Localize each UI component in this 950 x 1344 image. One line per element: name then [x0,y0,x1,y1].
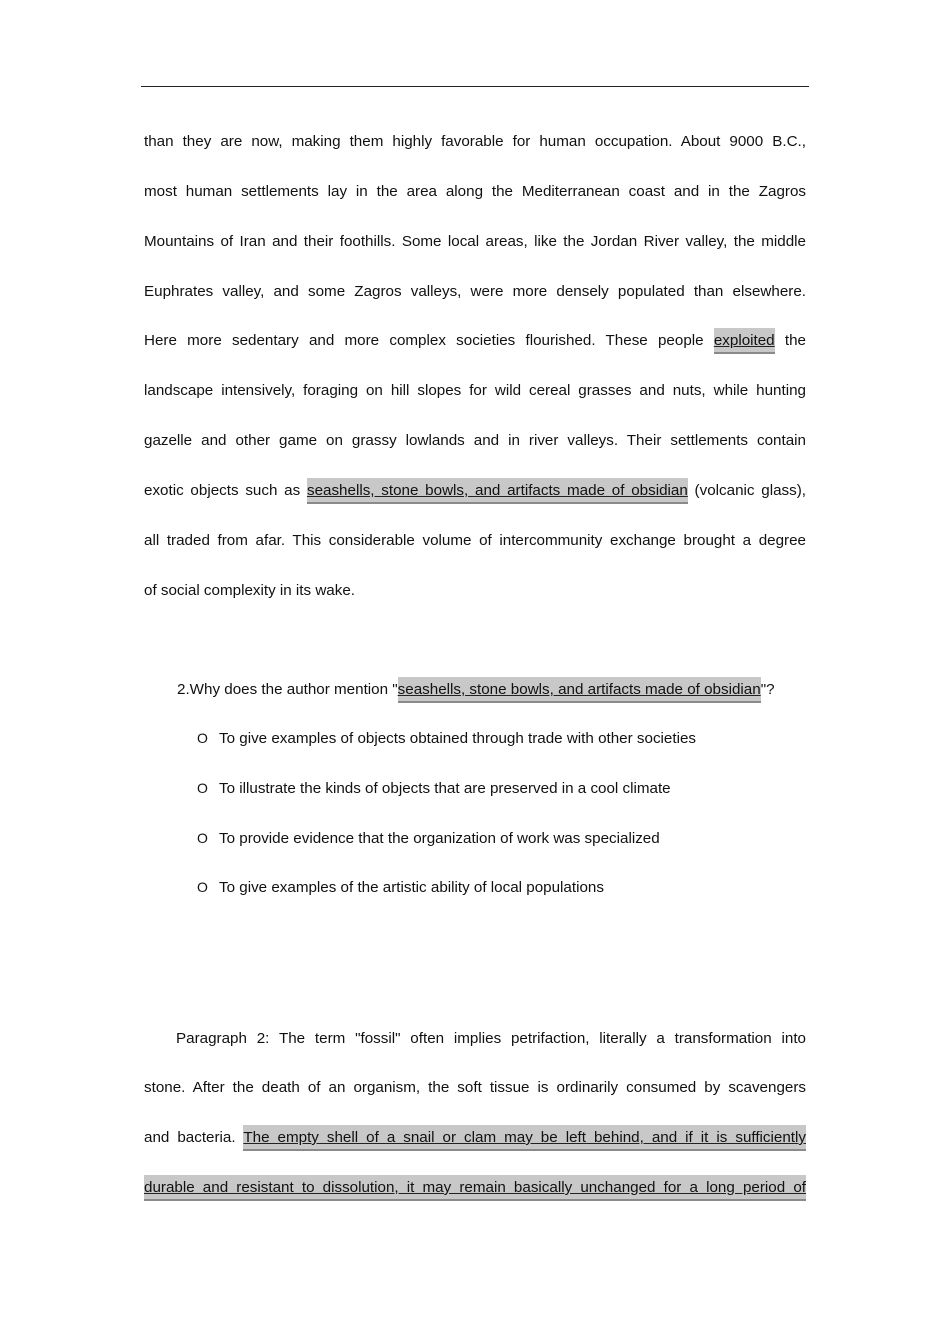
option-label: To provide evidence that the organization of work was specialized [219,830,660,847]
radio-button-icon[interactable]: O [197,830,208,846]
passage-1-line: all traded from afar. This considerable volume of intercommunity exchange brought a degree [144,532,806,549]
passage-2-line [144,1175,806,1201]
answer-option-4[interactable] [197,874,604,900]
answer-option-2[interactable] [197,775,671,801]
passage-1-line: than they are now, making them highly favorable for human occupation. About 9000 B.C., [144,133,806,150]
passage-1-line: Euphrates valley, and some Zagros valleys, were more densely populated than elsewhere. [144,283,806,300]
radio-button-icon[interactable]: O [197,730,208,746]
highlight-empty-shell-sentence-cont[interactable]: durable and resistant to dissolution, it may remain basically unchanged for a long period of [144,1175,806,1201]
highlight-exploited[interactable]: exploited [714,328,775,354]
answer-option-1[interactable] [197,725,696,751]
radio-button-icon[interactable]: O [197,879,208,895]
passage-2-line: stone. After the death of an organism, the soft tissue is ordinarily consumed by scavengers [144,1079,806,1096]
passage-1-line: of social complexity in its wake. [144,582,356,599]
passage-1-line: exotic objects such as seashells, stone bowls, and artifacts made of obsidian (volcanic glass), [144,478,806,504]
passage-1-line: landscape intensively, foraging on hill slopes for wild cereal grasses and nuts, while hunting [144,382,806,399]
passage-1-line: gazelle and other game on grassy lowlands and in river valleys. Their settlements contain [144,432,806,449]
passage-1-line: Here more sedentary and more complex societies flourished. These people exploited the [144,328,806,354]
passage-1-line: Mountains of Iran and their foothills. Some local areas, like the Jordan River valley, the middle [144,233,806,250]
option-label: To give examples of objects obtained through trade with other societies [219,730,696,747]
question-2: 2.Why does the author mention "seashells, stone bowls, and artifacts made of obsidian"? [177,677,806,703]
highlight-empty-shell-sentence[interactable]: The empty shell of a snail or clam may be left behind, and if it is sufficiently [243,1125,806,1151]
radio-button-icon[interactable]: O [197,780,208,796]
option-label: To illustrate the kinds of objects that are preserved in a cool climate [219,780,671,797]
passage-1-line: most human settlements lay in the area along the Mediterranean coast and in the Zagros [144,183,806,200]
passage-2-line: Paragraph 2: The term "fossil" often implies petrifaction, literally a transformation into [176,1030,806,1047]
header-rule [141,86,809,87]
passage-2-line: and bacteria. The empty shell of a snail or clam may be left behind, and if it is sufficiently [144,1125,806,1151]
question-highlight: seashells, stone bowls, and artifacts made of obsidian [398,677,761,703]
highlight-seashells-phrase[interactable]: seashells, stone bowls, and artifacts made of obsidian [307,478,688,504]
option-label: To give examples of the artistic ability of local populations [219,879,604,896]
answer-option-3[interactable] [197,825,660,851]
